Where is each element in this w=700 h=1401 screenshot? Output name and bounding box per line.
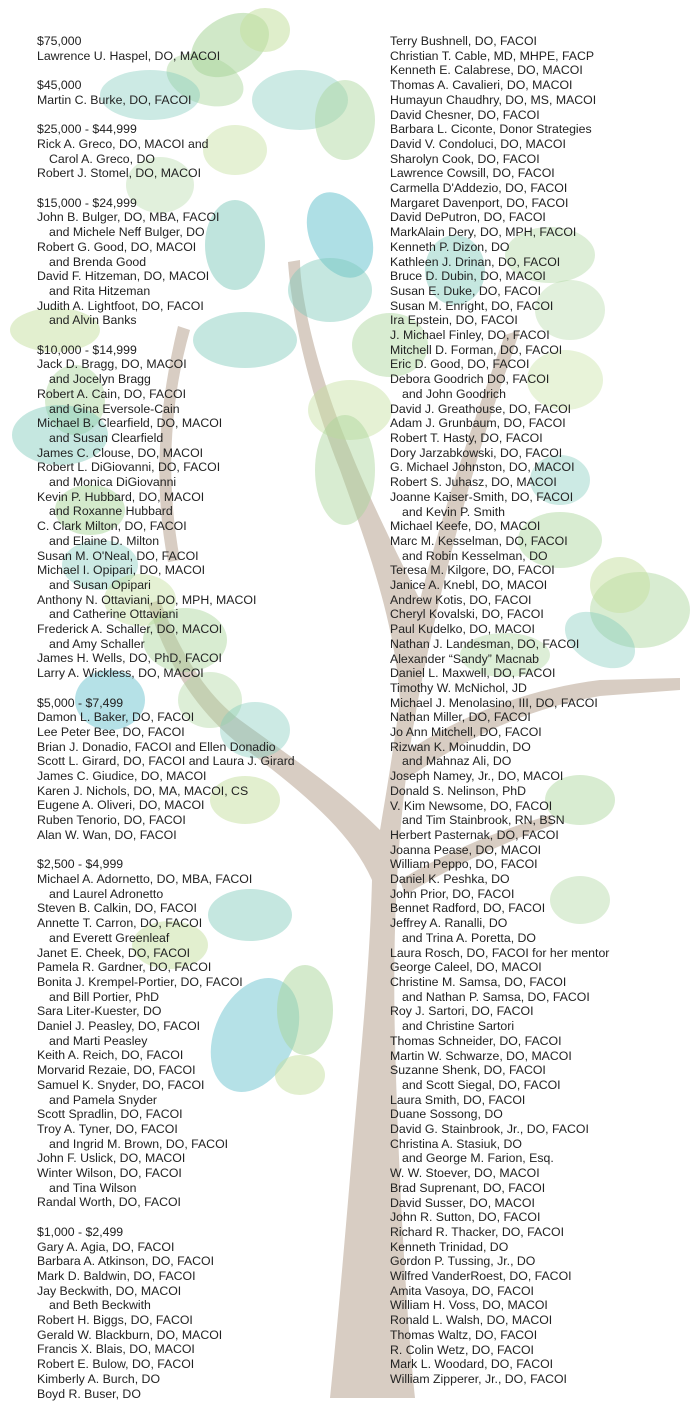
donor-name: Sara Liter-Kuester, DO <box>37 1004 162 1019</box>
donor-name: Pamela R. Gardner, DO, FACOI <box>37 960 212 975</box>
donor-name: Rick A. Greco, DO, MACOI and <box>37 136 209 151</box>
donor-name: Francis X. Blais, DO, MACOI <box>37 1342 195 1357</box>
donor-name: J. Michael Finley, DO, FACOI <box>390 328 550 343</box>
donor-name: Robert A. Cain, DO, FACOI <box>37 386 186 401</box>
donor-name: Andrew Kotis, DO, FACOI <box>390 592 532 607</box>
donor-partner-line: and John Goodrich <box>402 386 506 401</box>
donor-partner-line: and Monica DiGiovanni <box>49 475 177 490</box>
donor-name: Daniel L. Maxwell, DO, FACOI <box>390 666 556 681</box>
donor-name: Joanne Kaiser-Smith, DO, FACOI <box>390 489 574 504</box>
donor-partner-line: and Laurel Adronetto <box>49 886 164 901</box>
donor-name: G. Michael Johnston, DO, MACOI <box>390 460 575 475</box>
donor-name: Laura Smith, DO, FACOI <box>390 1092 526 1107</box>
donor-name: Lee Peter Bee, DO, FACOI <box>37 724 185 739</box>
donor-name: W. W. Stoever, DO, MACOI <box>390 1166 540 1181</box>
donor-name: Steven B. Calkin, DO, FACOI <box>37 901 197 916</box>
donor-group <box>37 343 357 681</box>
donor-name: Mitchell D. Forman, DO, FACOI <box>390 342 563 357</box>
donor-name: William Peppo, DO, FACOI <box>390 857 538 872</box>
donor-partner-line: and Susan Clearfield <box>49 430 164 445</box>
donor-name: Kevin P. Hubbard, DO, MACOI <box>37 489 205 504</box>
donor-name: Lawrence U. Haspel, DO, MACOI <box>37 48 221 63</box>
donor-name: David V. Condoluci, DO, MACOI <box>390 136 566 151</box>
donor-group <box>37 122 357 181</box>
donor-name: Nathan Miller, DO, FACOI <box>390 710 531 725</box>
donor-partner-line: and Michele Neff Bulger, DO <box>49 225 205 240</box>
donor-group <box>37 857 357 1210</box>
donor-name: R. Colin Wetz, DO, FACOI <box>390 1342 534 1357</box>
donor-partner-line: and Marti Peasley <box>49 1033 148 1048</box>
donor-partner-line: and Bill Portier, PhD <box>49 989 160 1004</box>
donation-amount-heading: $75,000 <box>37 34 82 48</box>
donor-name: Annette T. Carron, DO, FACOI <box>37 916 203 931</box>
donation-amount-heading: $10,000 - $14,999 <box>37 342 137 357</box>
donor-name: Marc M. Kesselman, DO, FACOI <box>390 533 568 548</box>
donor-name: John B. Bulger, DO, MBA, FACOI <box>37 210 220 225</box>
donor-name: Brad Suprenant, DO, FACOI <box>390 1180 546 1195</box>
donation-amount-heading: $45,000 <box>37 78 82 93</box>
donor-name: Robert G. Good, DO, MACOI <box>37 239 197 254</box>
donor-name: Barbara A. Atkinson, DO, FACOI <box>37 1254 215 1269</box>
donor-name: Laura Rosch, DO, FACOI for her mentor <box>390 945 610 960</box>
donor-partner-line: and Trina A. Poretta, DO <box>402 930 536 945</box>
donor-name: James C. Giudice, DO, MACOI <box>37 769 207 784</box>
donor-name: Duane Sossong, DO <box>390 1107 503 1122</box>
donor-name: Gary A. Agia, DO, FACOI <box>37 1239 175 1254</box>
donor-name: Michael Keefe, DO, MACOI <box>390 519 541 534</box>
donor-name: Kenneth E. Calabrese, DO, MACOI <box>390 63 583 78</box>
donor-partner-line: and Everett Greenleaf <box>49 930 170 945</box>
donor-name: Jo Ann Mitchell, DO, FACOI <box>390 725 542 740</box>
donor-name: Adam J. Grunbaum, DO, FACOI <box>390 416 566 431</box>
donor-partner-line: and Christine Sartori <box>402 1019 515 1034</box>
donor-name: Barbara L. Ciconte, Donor Strategies <box>390 122 592 137</box>
donor-name: Robert T. Hasty, DO, FACOI <box>390 430 543 445</box>
donor-name: Nathan J. Landesman, DO, FACOI <box>390 636 580 651</box>
donor-name: Daniel K. Peshka, DO <box>390 872 510 887</box>
donor-name: Brian J. Donadio, FACOI and Ellen Donadio <box>37 739 276 754</box>
donor-name: Mark L. Woodard, DO, FACOI <box>390 1357 554 1372</box>
donor-name: George Caleel, DO, MACOI <box>390 960 542 975</box>
donor-name: David F. Hitzeman, DO, MACOI <box>37 269 210 284</box>
donor-name: Judith A. Lightfoot, DO, FACOI <box>37 298 204 313</box>
donor-name: Robert S. Juhasz, DO, MACOI <box>390 475 557 490</box>
donor-group <box>37 696 357 843</box>
donor-partner-line: and Susan Opipari <box>49 577 151 592</box>
donor-name: David J. Greathouse, DO, FACOI <box>390 401 572 416</box>
donor-name: Lawrence Cowsill, DO, FACOI <box>390 166 555 181</box>
donor-name: Thomas A. Cavalieri, DO, MACOI <box>390 78 573 93</box>
donor-name: Martin W. Schwarze, DO, MACOI <box>390 1048 572 1063</box>
donor-name: Thomas Schneider, DO, FACOI <box>390 1033 562 1048</box>
donor-name: Cheryl Kovalski, DO, FACOI <box>390 607 544 622</box>
donor-name: Gerald W. Blackburn, DO, MACOI <box>37 1327 223 1342</box>
donor-name: MarkAlain Dery, DO, MPH, FACOI <box>390 225 577 240</box>
donor-name: James C. Clouse, DO, MACOI <box>37 445 204 460</box>
donor-name: David DePutron, DO, FACOI <box>390 210 546 225</box>
donor-name: Ira Epstein, DO, FACOI <box>390 313 518 328</box>
donor-partner-line: and Pamela Snyder <box>49 1092 158 1107</box>
donor-name: Wilfred VanderRoest, DO, FACOI <box>390 1269 572 1284</box>
donor-name: Margaret Davenport, DO, FACOI <box>390 195 569 210</box>
donor-name: Joseph Namey, Jr., DO, MACOI <box>390 769 564 784</box>
donor-name: John F. Uslick, DO, MACOI <box>37 1151 186 1166</box>
donation-amount-heading: $5,000 - $7,499 <box>37 695 124 710</box>
donor-name: Robert E. Bulow, DO, FACOI <box>37 1357 195 1372</box>
donor-name: Paul Kudelko, DO, MACOI <box>390 622 535 637</box>
donor-name: Richard R. Thacker, DO, FACOI <box>390 1224 565 1239</box>
donor-name: Martin C. Burke, DO, FACOI <box>37 92 192 107</box>
donor-name: Jay Beckwith, DO, MACOI <box>37 1283 182 1298</box>
donor-name: Kathleen J. Drinan, DO, FACOI <box>390 254 561 269</box>
donor-partner-line: Carol A. Greco, DO <box>49 151 155 166</box>
donor-column-left <box>37 34 357 1401</box>
donation-amount-heading: $2,500 - $4,999 <box>37 857 124 872</box>
donor-partner-line: and Beth Beckwith <box>49 1298 151 1313</box>
donor-name: David Chesner, DO, FACOI <box>390 107 540 122</box>
donor-name: Morvarid Rezaie, DO, FACOI <box>37 1063 196 1078</box>
donor-name: Timothy W. McNichol, JD <box>390 680 527 695</box>
donor-name: Terry Bushnell, DO, FACOI <box>390 34 537 48</box>
donor-name: William Zipperer, Jr., DO, FACOI <box>390 1371 567 1386</box>
donor-name: Susan E. Duke, DO, FACOI <box>390 283 542 298</box>
donor-name: John Prior, DO, FACOI <box>390 886 515 901</box>
donor-name: Robert H. Biggs, DO, FACOI <box>37 1313 193 1328</box>
donor-name: Teresa M. Kilgore, DO, FACOI <box>390 563 555 578</box>
donor-partner-line: and Gina Eversole-Cain <box>49 401 180 416</box>
donor-partner-line: and Roxanne Hubbard <box>49 504 173 519</box>
donor-name: Scott L. Girard, DO, FACOI and Laura J. Girard <box>37 754 295 769</box>
donor-partner-line: and Rita Hitzeman <box>49 283 151 298</box>
donor-column-right <box>390 34 690 1387</box>
donor-name: Damon L. Baker, DO, FACOI <box>37 710 195 725</box>
donor-partner-line: and Robin Kesselman, DO <box>402 548 548 563</box>
donor-name: Herbert Pasternak, DO, FACOI <box>390 827 559 842</box>
donor-name: Robert J. Stomel, DO, MACOI <box>37 166 201 181</box>
donor-name: Susan M. O'Neal, DO, FACOI <box>37 548 199 563</box>
donation-amount-heading: $15,000 - $24,999 <box>37 195 137 210</box>
donor-group <box>37 1225 357 1401</box>
donor-name: Kimberly A. Burch, DO <box>37 1371 161 1386</box>
donor-name: Frederick A. Schaller, DO, MACOI <box>37 622 223 637</box>
donor-name: Joanna Pease, DO, MACOI <box>390 842 542 857</box>
donor-name: Eugene A. Oliveri, DO, MACOI <box>37 798 205 813</box>
donor-partner-line: and Tina Wilson <box>49 1180 137 1195</box>
donor-name: Thomas Waltz, DO, FACOI <box>390 1327 538 1342</box>
donor-name: Boyd R. Buser, DO <box>37 1386 141 1401</box>
donor-name: Robert L. DiGiovanni, DO, FACOI <box>37 460 221 475</box>
donor-name: Humayun Chaudhry, DO, MS, MACOI <box>390 92 597 107</box>
donor-name: V. Kim Newsome, DO, FACOI <box>390 798 553 813</box>
donor-partner-line: and Scott Siegal, DO, FACOI <box>402 1077 561 1092</box>
donor-partner-line: and Tim Stainbrook, RN, BSN <box>402 813 565 828</box>
donor-partner-line: and George M. Farion, Esq. <box>402 1151 554 1166</box>
donor-name: Jack D. Bragg, DO, MACOI <box>37 357 187 372</box>
donor-name: Michael B. Clearfield, DO, MACOI <box>37 416 223 431</box>
donor-name: Michael J. Menolasino, III, DO, FACOI <box>390 695 598 710</box>
donor-name: Keith A. Reich, DO, FACOI <box>37 1048 184 1063</box>
donor-name: Ruben Tenorio, DO, FACOI <box>37 813 186 828</box>
donor-group <box>37 196 357 328</box>
donor-name: Ronald L. Walsh, DO, MACOI <box>390 1313 553 1328</box>
donor-name: James H. Wells, DO, PhD, FACOI <box>37 651 222 666</box>
donor-name: Troy A. Tyner, DO, FACOI <box>37 1121 178 1136</box>
donor-name: Christine M. Samsa, DO, FACOI <box>390 975 567 989</box>
donor-name: Janice A. Knebl, DO, MACOI <box>390 578 548 593</box>
donor-name: Anthony N. Ottaviani, DO, MPH, MACOI <box>37 592 257 607</box>
donor-name: Janet E. Cheek, DO, FACOI <box>37 945 191 960</box>
donor-name: Michael I. Opipari, DO, MACOI <box>37 563 206 578</box>
donation-amount-heading: $1,000 - $2,499 <box>37 1224 124 1239</box>
donor-name: Winter Wilson, DO, FACOI <box>37 1166 182 1181</box>
donor-partner-line: and Kevin P. Smith <box>402 504 505 519</box>
donor-partner-line: and Catherine Ottaviani <box>49 607 179 622</box>
donor-name: Kenneth Trinidad, DO <box>390 1239 509 1254</box>
donor-partner-line: and Alvin Banks <box>49 313 137 328</box>
donor-name: Karen J. Nichols, DO, MA, MACOI, CS <box>37 783 249 798</box>
donor-name: Christina A. Stasiuk, DO <box>390 1136 522 1151</box>
donor-name: Amita Vasoya, DO, FACOI <box>390 1283 534 1298</box>
donor-name: Randal Worth, DO, FACOI <box>37 1195 181 1210</box>
donor-name: Mark D. Baldwin, DO, FACOI <box>37 1268 196 1283</box>
donor-name: Eric D. Good, DO, FACOI <box>390 357 530 372</box>
donor-name: David Susser, DO, MACOI <box>390 1195 535 1210</box>
donor-partner-line: and Elaine D. Milton <box>49 533 160 548</box>
donor-partner-line: and Amy Schaller <box>49 636 145 651</box>
donor-name: C. Clark Milton, DO, FACOI <box>37 519 187 534</box>
donor-name: Daniel J. Peasley, DO, FACOI <box>37 1019 201 1034</box>
donor-group <box>37 78 357 107</box>
donor-name: Alexander “Sandy” Macnab <box>390 651 540 666</box>
donor-name: Suzanne Shenk, DO, FACOI <box>390 1063 546 1078</box>
donor-partner-line: and Jocelyn Bragg <box>49 372 151 387</box>
donor-name: Gordon P. Tussing, Jr., DO <box>390 1254 536 1269</box>
donor-name: Kenneth P. Dizon, DO <box>390 239 510 254</box>
donor-partner-line: and Mahnaz Ali, DO <box>402 754 512 769</box>
donor-name: Donald S. Nelinson, PhD <box>390 783 527 798</box>
donor-name: Scott Spradlin, DO, FACOI <box>37 1107 183 1122</box>
donor-name: Bennet Radford, DO, FACOI <box>390 901 546 916</box>
donor-name: Debora Goodrich DO, FACOI <box>390 372 550 387</box>
donor-name: Michael A. Adornetto, DO, MBA, FACOI <box>37 871 253 886</box>
donor-name: Bruce D. Dubin, DO, MACOI <box>390 269 546 284</box>
donor-name: John R. Sutton, DO, FACOI <box>390 1210 541 1225</box>
donor-name: Bonita J. Krempel-Portier, DO, FACOI <box>37 974 243 989</box>
donor-partner-line: and Ingrid M. Brown, DO, FACOI <box>49 1136 229 1151</box>
donor-name: Alan W. Wan, DO, FACOI <box>37 827 177 842</box>
donor-partner-line: and Nathan P. Samsa, DO, FACOI <box>402 989 590 1004</box>
donor-name: Rizwan K. Moinuddin, DO <box>390 739 531 754</box>
donor-name: Carmella D'Addezio, DO, FACOI <box>390 181 568 196</box>
donor-name: Jeffrey A. Ranalli, DO <box>390 916 508 931</box>
donor-name: Dory Jarzabkowski, DO, FACOI <box>390 445 563 460</box>
donor-name: Christian T. Cable, MD, MHPE, FACP <box>390 48 595 63</box>
donor-group <box>37 34 357 63</box>
donor-name: Larry A. Wickless, DO, MACOI <box>37 666 204 681</box>
donor-name: Roy J. Sartori, DO, FACOI <box>390 1004 534 1019</box>
donor-partner-line: and Brenda Good <box>49 254 147 269</box>
donor-name: Samuel K. Snyder, DO, FACOI <box>37 1077 205 1092</box>
donor-name: Susan M. Enright, DO, FACOI <box>390 298 554 313</box>
donor-name: Sharolyn Cook, DO, FACOI <box>390 151 540 166</box>
donor-name: William H. Voss, DO, MACOI <box>390 1298 548 1313</box>
donation-amount-heading: $25,000 - $44,999 <box>37 122 137 137</box>
donor-name: David G. Stainbrook, Jr., DO, FACOI <box>390 1122 589 1137</box>
